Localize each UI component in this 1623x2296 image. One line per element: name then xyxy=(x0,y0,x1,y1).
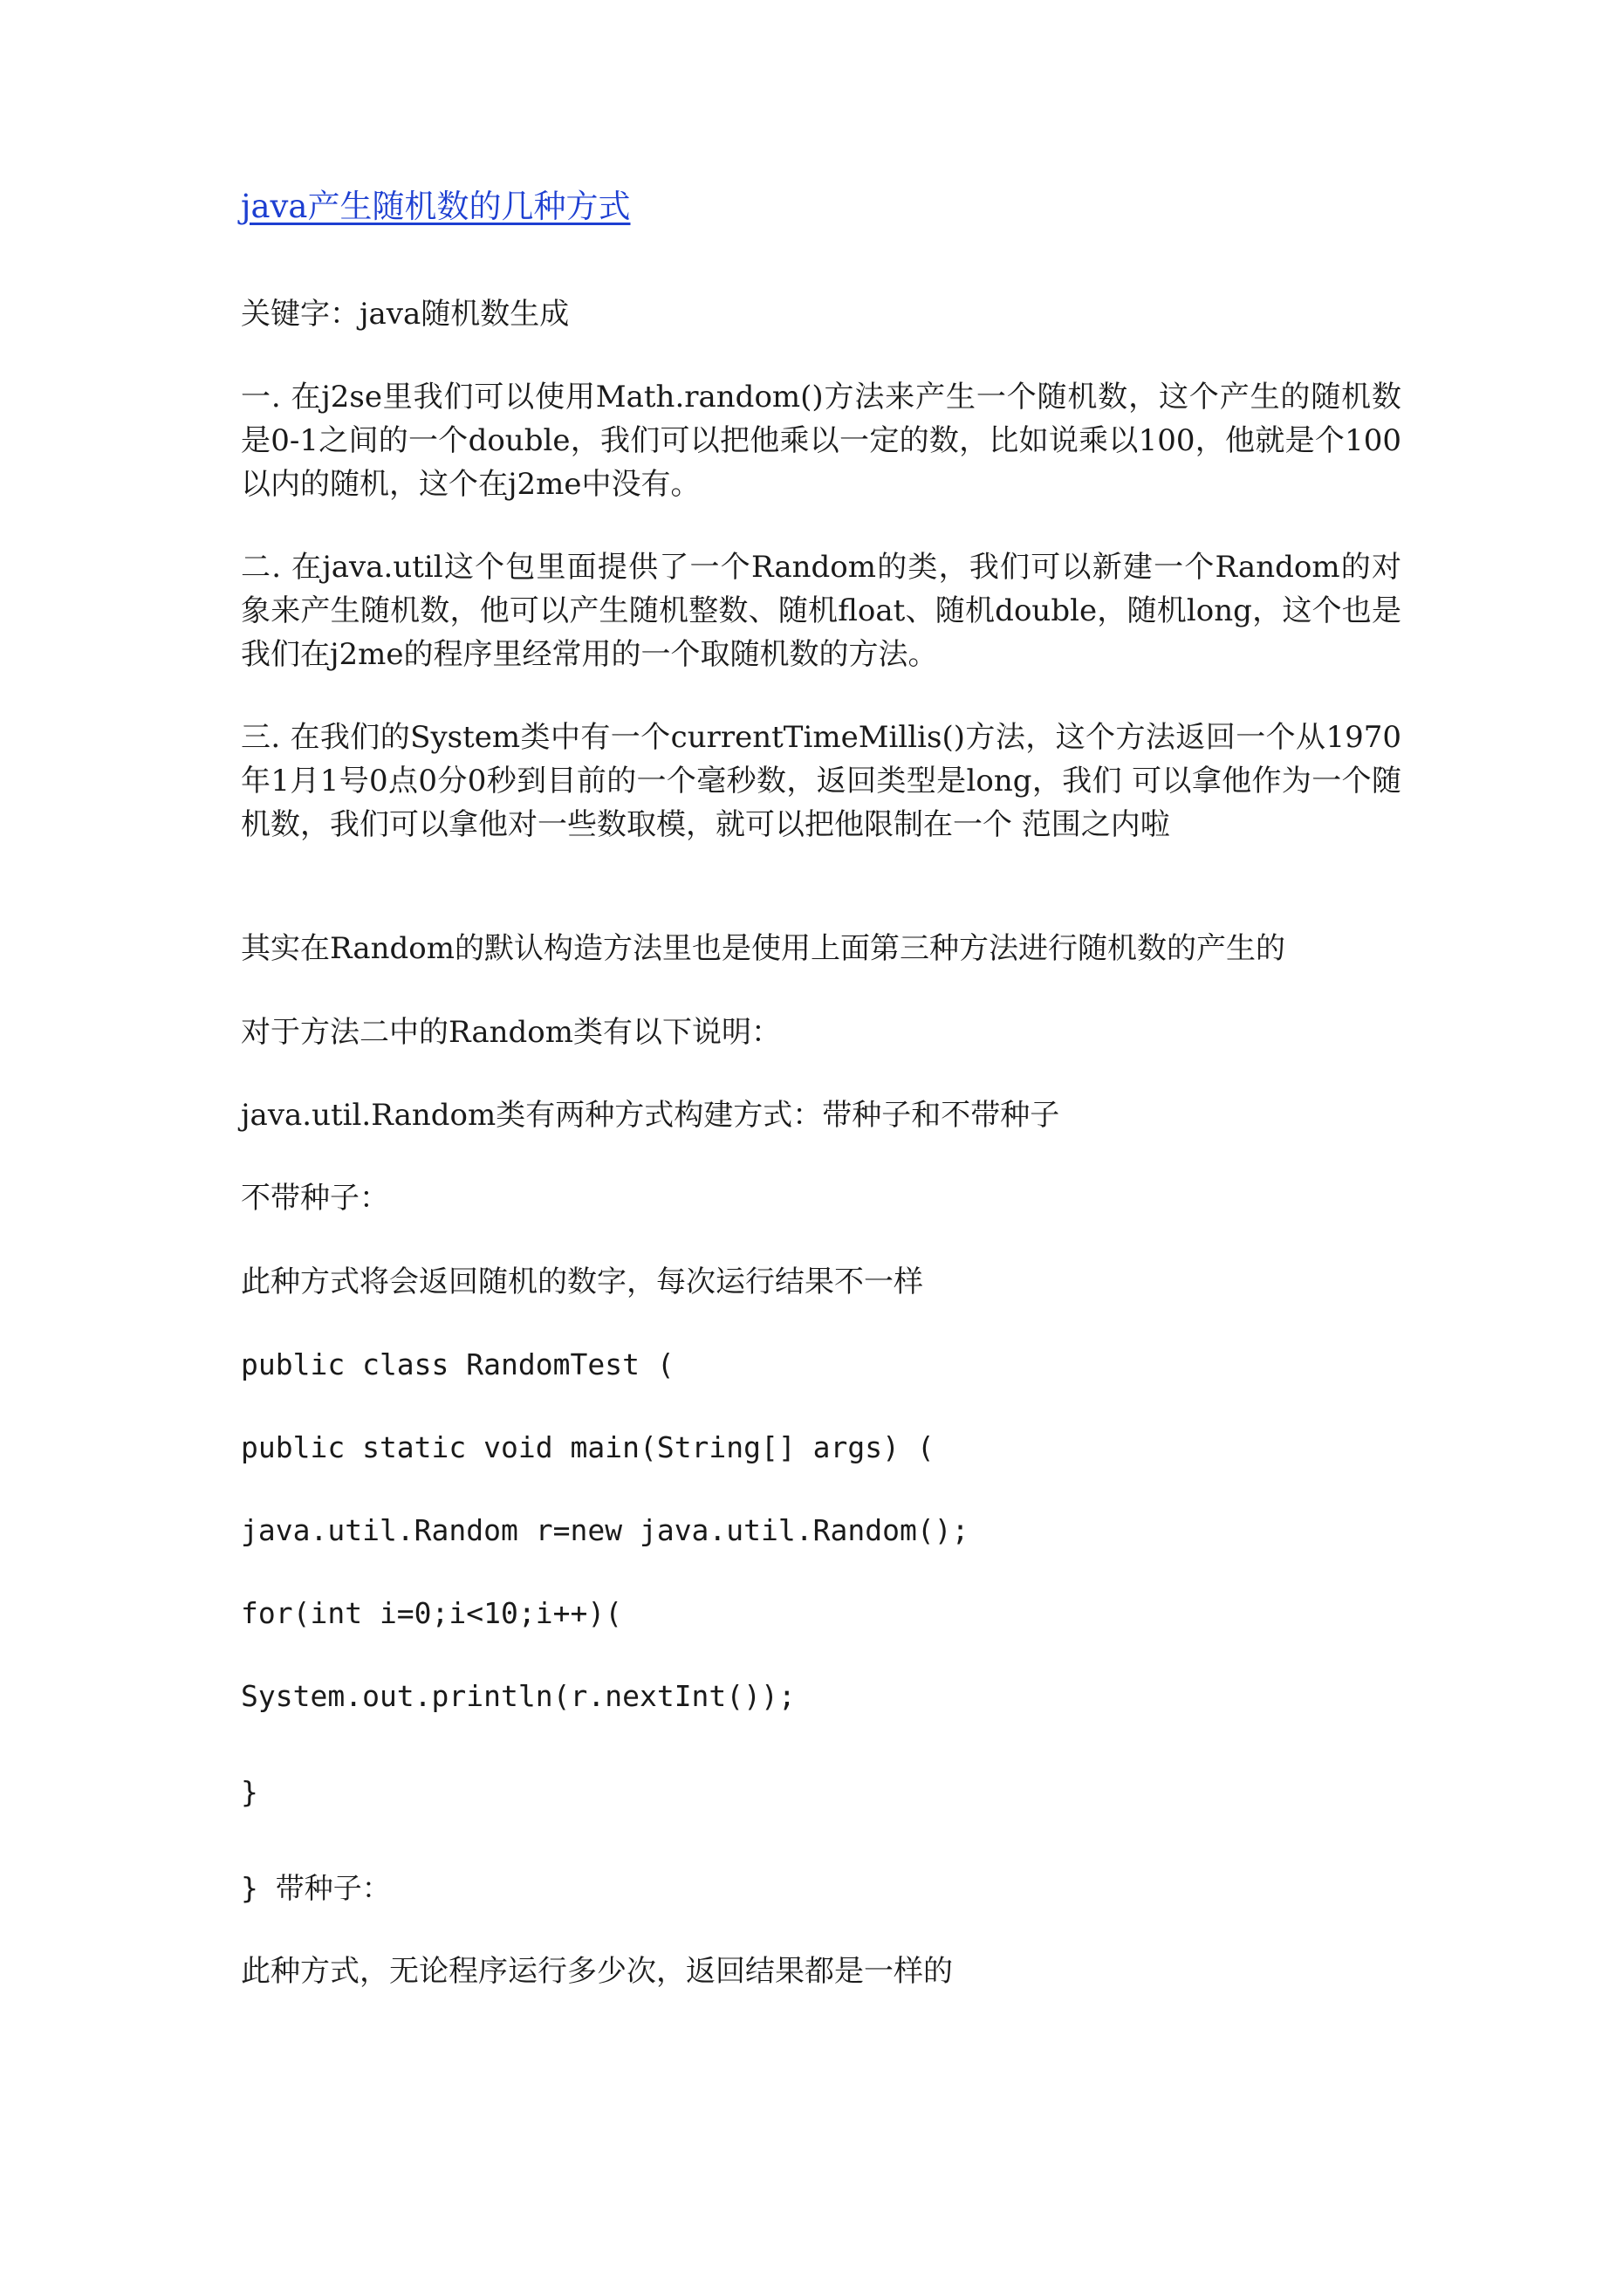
code-line: for(int i=0;i<10;i++)( xyxy=(241,1596,623,1630)
heading-no-seed: 不带种子： xyxy=(241,1181,389,1216)
paragraph-method-three: 三. 在我们的System类中有一个currentTimeMillis()方法，这个方法返回一个从1970年1月1号0点0分0秒到目前的一个毫秒数，返回类型是long，我们 可以拿他作为一个随机数，我们可以拿他对一些数取模，就可以把他限制在一个 范围之内啦 xyxy=(241,720,1401,842)
paragraph-random-intro: 对于方法二中的Random类有以下说明： xyxy=(241,1015,782,1050)
paragraph-with-seed-desc: 此种方式，无论程序运行多少次，返回结果都是一样的 xyxy=(241,1954,953,1989)
code-line: } xyxy=(241,1775,258,1809)
paragraph-construction-ways: java.util.Random类有两种方式构建方式：带种子和不带种子 xyxy=(241,1098,1060,1133)
paragraph-no-seed-desc: 此种方式将会返回随机的数字，每次运行结果不一样 xyxy=(241,1265,923,1299)
code-line: public class RandomTest ( xyxy=(241,1347,675,1381)
keywords-line: 关键字：java随机数生成 xyxy=(241,297,570,332)
code-line: System.out.println(r.nextInt()); xyxy=(241,1679,796,1713)
paragraph-method-two: 二. 在java.util这个包里面提供了一个Random的类，我们可以新建一个Random的对象来产生随机数，他可以产生随机整数、随机float、随机double，随机long，这个也是我们在j2me的程序里经常用的一个取随机数的方法。 xyxy=(241,550,1401,672)
paragraph-default-constructor: 其实在Random的默认构造方法里也是使用上面第三种方法进行随机数的产生的 xyxy=(241,931,1286,966)
code-line: public static void main(String[] args) ( xyxy=(241,1430,935,1464)
paragraph-method-one: 一. 在j2se里我们可以使用Math.random()方法来产生一个随机数，这个产生的随机数是0-1之间的一个double，我们可以把他乘以一定的数，比如说乘以100，他就是个100以内的随机，这个在j2me中没有。 xyxy=(241,380,1401,502)
document-title-link[interactable]: java产生随机数的几种方式 xyxy=(241,188,631,225)
code-line-with-seed-heading: } 带种子： xyxy=(241,1871,391,1905)
code-line: java.util.Random r=new java.util.Random(); xyxy=(241,1513,969,1547)
